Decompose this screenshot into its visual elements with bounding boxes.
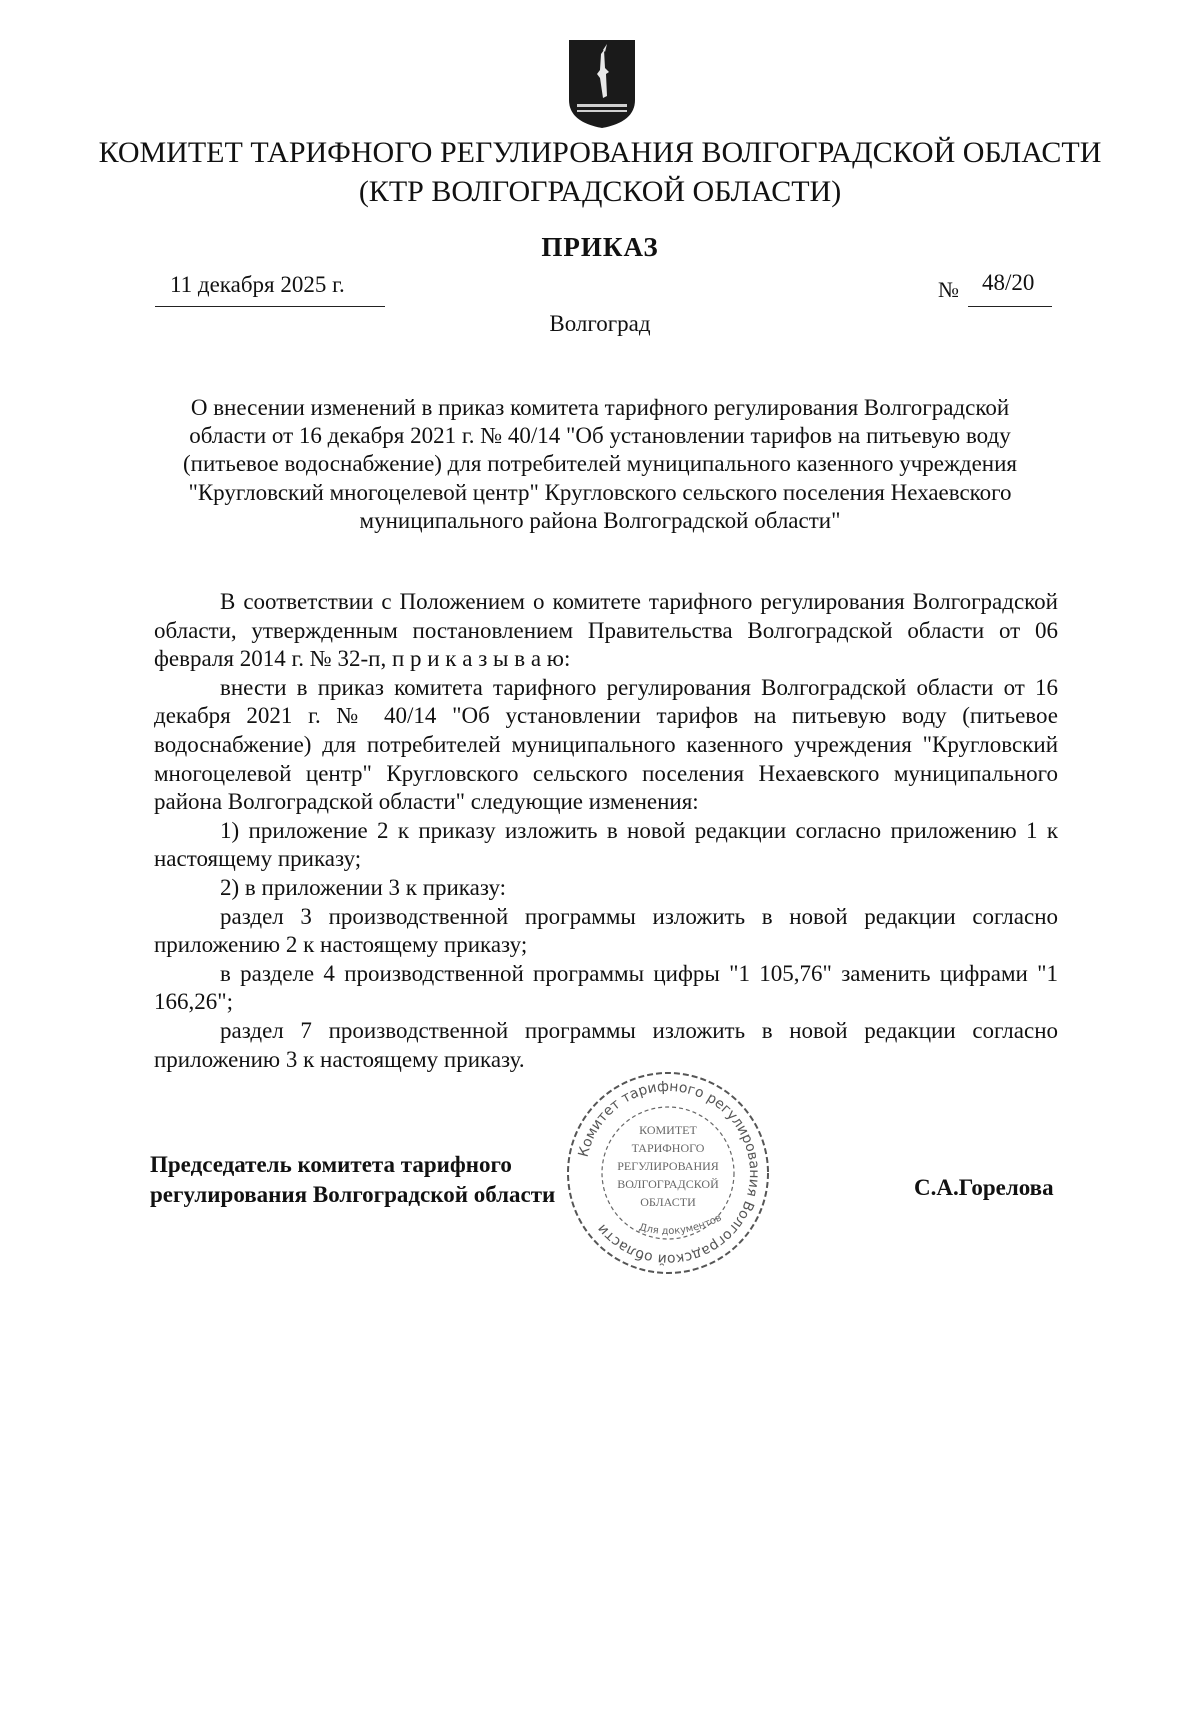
body-paragraph: внести в приказ комитета тарифного регулирования Волгоградской области от 16 декабря 2021 г. № 40/14 "Об установлении тарифов на питьевую воду (питьевое водоснабжение) для потребителей муниципального казенного учреждения "Кругловский многоцелевой центр" Кругловского сельского поселения Нехаевского муниципального района Волгоградской области" следующие изменения: bbox=[154, 674, 1058, 815]
signatory-position-line2: регулирования Волгоградской области bbox=[150, 1182, 556, 1207]
coat-of-arms-emblem bbox=[567, 38, 637, 130]
svg-text:Для документов bbox=[638, 1212, 724, 1237]
body-paragraph: раздел 7 производственной программы изложить в новой редакции согласно приложению 3 к настоящему приказу. bbox=[154, 1017, 1058, 1072]
document-title: ПРИКАЗ bbox=[541, 232, 659, 262]
stamp-center-line2: ТАРИФНОГО bbox=[631, 1141, 705, 1155]
body-paragraph: в разделе 4 производственной программы цифры "1 105,76" заменить цифрами "1 166,26"; bbox=[154, 960, 1058, 1015]
stamp-center-line5: ОБЛАСТИ bbox=[640, 1195, 696, 1209]
document-date: 11 декабря 2025 г. bbox=[170, 272, 345, 297]
stamp-center-line4: ВОЛГОГРАДСКОЙ bbox=[617, 1177, 719, 1191]
stamp-center-line1: КОМИТЕТ bbox=[639, 1123, 697, 1137]
document-city: Волгоград bbox=[549, 311, 651, 336]
document-number: 48/20 bbox=[982, 270, 1035, 295]
signatory-position bbox=[150, 1150, 555, 1210]
number-label: № bbox=[938, 277, 959, 302]
stamp-center-line3: РЕГУЛИРОВАНИЯ bbox=[617, 1159, 719, 1173]
document-subject: О внесении изменений в приказ комитета тарифного регулирования Волгоградской области от 16 декабря 2021 г. № 40/14 "Об установлении тарифов на питьевую воду (питьевое водоснабжение) для потребителей муниципального казенного учреждения "Кругловский многоцелевой центр" Кругловского сельского поселения Нехаевского муниципального района Волгоградской области" bbox=[183, 395, 1017, 533]
stamp-ring-text: Комитет тарифного регулирования Волгоградской области bbox=[575, 1078, 763, 1268]
stamp-bottom-text: Для документов bbox=[637, 1212, 724, 1238]
official-stamp bbox=[563, 1068, 773, 1278]
body-paragraph: 2) в приложении 3 к приказу: bbox=[220, 874, 507, 900]
body-paragraph: В соответствии с Положением о комитете тарифного регулирования Волгоградской области, утвержденным постановлением Правительства Волгоградской области от 06 февраля 2014 г. № 32-п, п р и к а з ы в а ю: bbox=[154, 589, 1058, 672]
body-paragraph: раздел 3 производственной программы изложить в новой редакции согласно приложению 2 к настоящему приказу; bbox=[154, 903, 1058, 958]
date-underline bbox=[155, 306, 385, 307]
organization-name: КОМИТЕТ ТАРИФНОГО РЕГУЛИРОВАНИЯ ВОЛГОГРАДСКОЙ ОБЛАСТИ bbox=[98, 136, 1102, 169]
number-underline bbox=[968, 306, 1052, 307]
document-body bbox=[154, 588, 1058, 1074]
signatory-position-line1: Председатель комитета тарифного bbox=[150, 1152, 512, 1177]
organization-abbreviation: (КТР ВОЛГОГРАДСКОЙ ОБЛАСТИ) bbox=[358, 175, 842, 208]
body-paragraph: 1) приложение 2 к приказу изложить в новой редакции согласно приложению 1 к настоящему приказу; bbox=[154, 817, 1058, 872]
signatory-name: С.А.Горелова bbox=[914, 1175, 1054, 1200]
